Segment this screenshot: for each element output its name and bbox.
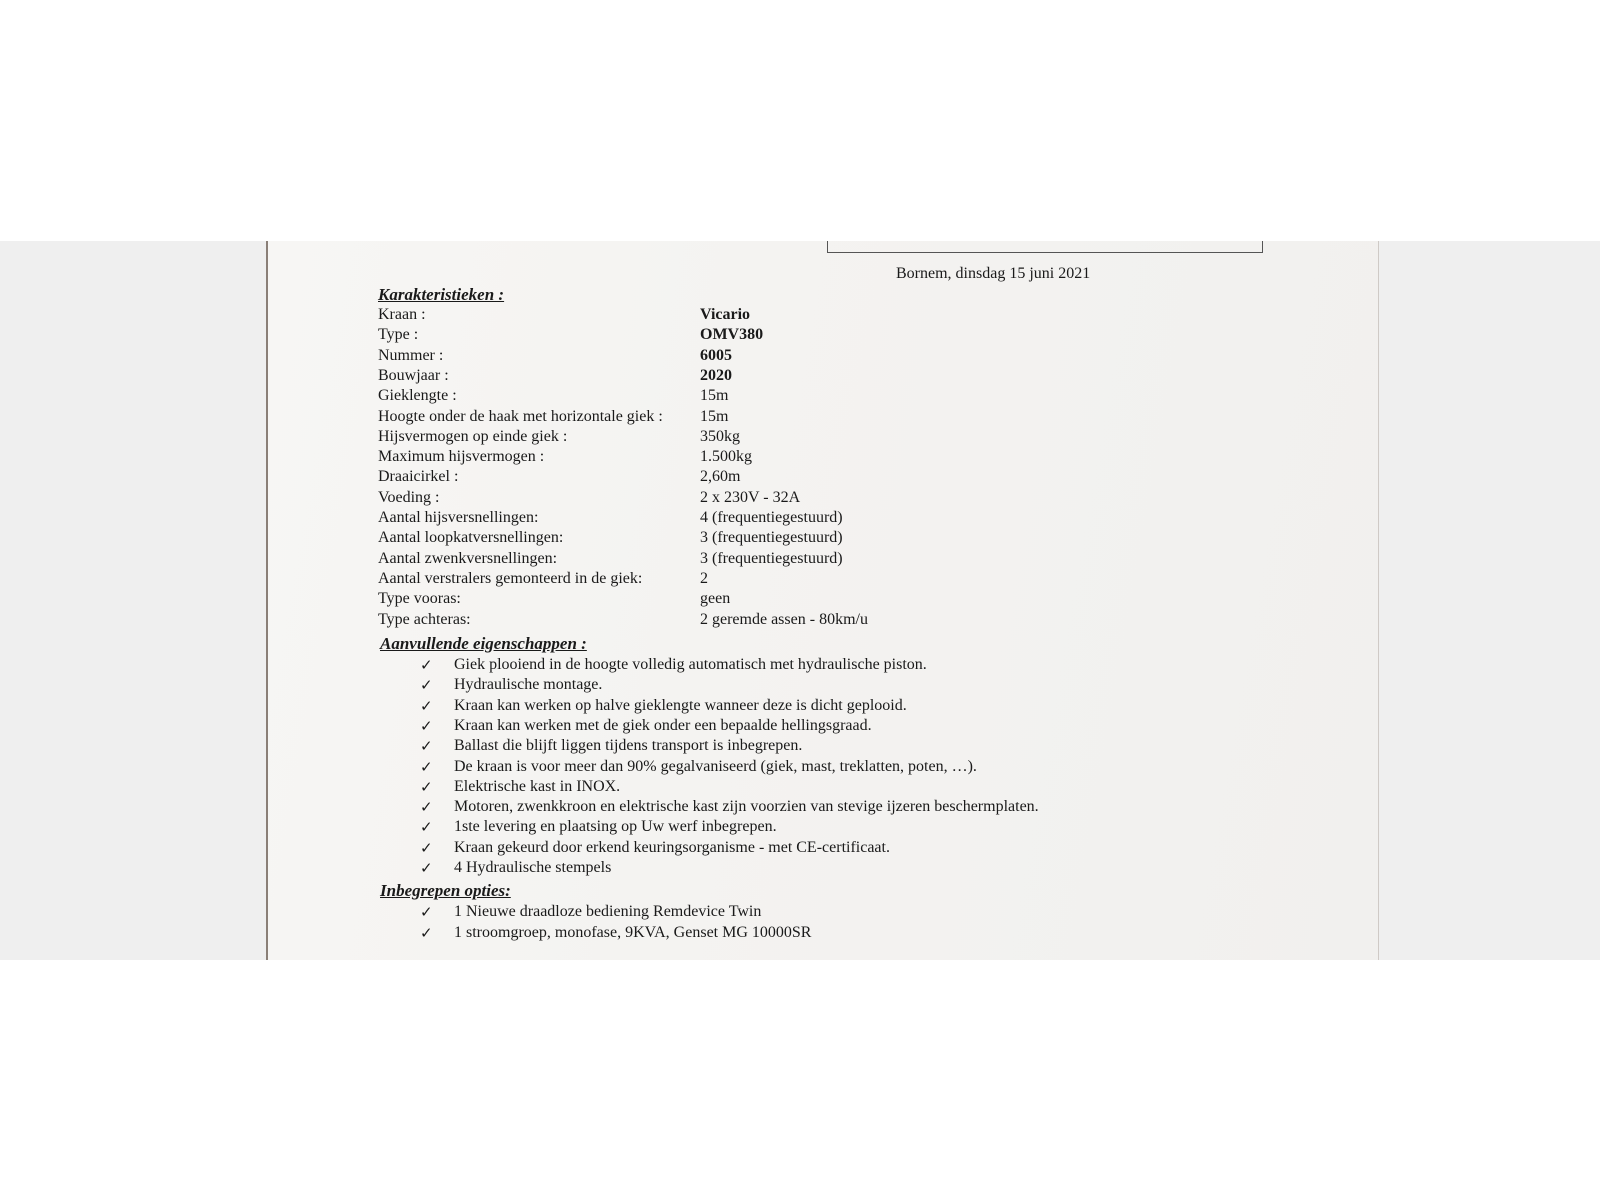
document-page [266, 241, 1379, 960]
spec-value: 2 geremde assen - 80km/u [700, 610, 868, 628]
spec-value: geen [700, 590, 731, 608]
spec-label: Type achteras: [378, 610, 471, 628]
checkmark-icon: ✓ [420, 698, 433, 715]
section-title-karakteristieken: Karakteristieken : [378, 285, 505, 304]
spec-value: 15m [700, 387, 729, 405]
list-item-text: Hydraulische montage. [454, 676, 603, 694]
list-item-text: Giek plooiend in de hoogte volledig automatisch met hydraulische piston. [454, 656, 927, 673]
checkmark-icon: ✓ [420, 658, 433, 674]
list-item-text: 1 Nieuwe draadloze bediening Remdevice Twin [454, 903, 762, 920]
spec-value: 6005 [700, 346, 732, 364]
checkmark-icon: ✓ [420, 925, 433, 942]
spec-label: Hoogte onder de haak met horizontale giek : [378, 407, 663, 425]
checkmark-icon: ✓ [420, 905, 433, 921]
checkmark-icon: ✓ [420, 800, 433, 817]
list-item-text: Elektrische kast in INOX. [454, 777, 621, 795]
section-title-aanvullende-eigenschappen: Aanvullende eigenschappen : [380, 634, 587, 653]
spec-label: Kraan : [378, 306, 426, 323]
checkmark-icon: ✓ [420, 779, 433, 796]
list-item-text: Motoren, zwenkkroon en elektrische kast zijn voorzien van stevige ijzeren beschermplaten. [454, 798, 1039, 816]
list-item-text: Kraan kan werken met de giek onder een bepaalde hellingsgraad. [454, 716, 872, 734]
spec-value: 2 [700, 569, 708, 587]
spec-value: 4 (frequentiegestuurd) [700, 509, 843, 526]
address-box-edge [827, 241, 1263, 253]
spec-label: Aantal zwenkversnellingen: [378, 549, 558, 567]
spec-value: 3 (frequentiegestuurd) [700, 549, 843, 567]
spec-label: Bouwjaar : [378, 366, 449, 384]
section-title-inbegrepen-opties: Inbegrepen opties: [380, 881, 511, 900]
list-item-text: 1ste levering en plaatsing op Uw werf inbegrepen. [454, 818, 777, 836]
spec-value: 350kg [700, 427, 740, 445]
checkmark-icon: ✓ [420, 718, 433, 735]
list-item-text: Ballast die blijft liggen tijdens transport is inbegrepen. [454, 737, 803, 755]
spec-value: 3 (frequentiegestuurd) [700, 529, 843, 547]
spec-label: Draaicirkel : [378, 468, 459, 486]
spec-label: Type vooras: [378, 590, 461, 608]
spec-value: OMV380 [700, 326, 764, 344]
spec-value: Vicario [700, 306, 751, 323]
checkmark-icon: ✓ [420, 861, 433, 877]
checkmark-icon: ✓ [420, 759, 433, 776]
spec-label: Aantal loopkatversnellingen: [378, 529, 564, 547]
spec-value: 15m [700, 407, 729, 425]
checkmark-icon: ✓ [420, 840, 433, 857]
spec-label: Aantal verstralers gemonteerd in de giek: [378, 569, 643, 587]
list-item-text: 1 stroomgroep, monofase, 9KVA, Genset MG 10000SR [454, 923, 812, 941]
spec-label: Voeding : [378, 488, 440, 506]
spec-label: Hijsvermogen op einde giek : [378, 427, 568, 445]
list-item-text: De kraan is voor meer dan 90% gegalvaniseerd (giek, mast, treklatten, poten, …). [454, 757, 977, 775]
spec-label: Maximum hijsvermogen : [378, 448, 545, 466]
checkmark-icon: ✓ [420, 820, 433, 837]
spec-value: 2020 [700, 366, 732, 384]
list-item-text: Kraan gekeurd door erkend keuringsorganisme - met CE-certificaat. [454, 838, 890, 856]
list-item-text: 4 Hydraulische stempels [454, 859, 612, 876]
spec-value: 1.500kg [700, 448, 752, 466]
checkmark-icon: ✓ [420, 678, 433, 695]
spec-label: Type : [378, 326, 419, 344]
spec-label: Gieklengte : [378, 387, 457, 405]
list-item-text: Kraan kan werken op halve gieklengte wanneer deze is dicht geplooid. [454, 696, 907, 714]
spec-label: Aantal hijsversnellingen: [378, 509, 539, 526]
checkmark-icon: ✓ [420, 739, 433, 756]
spec-value: 2 x 230V - 32A [700, 488, 801, 506]
spec-label: Nummer : [378, 346, 444, 364]
document-date: Bornem, dinsdag 15 juni 2021 [896, 265, 1091, 282]
spec-value: 2,60m [700, 468, 741, 486]
